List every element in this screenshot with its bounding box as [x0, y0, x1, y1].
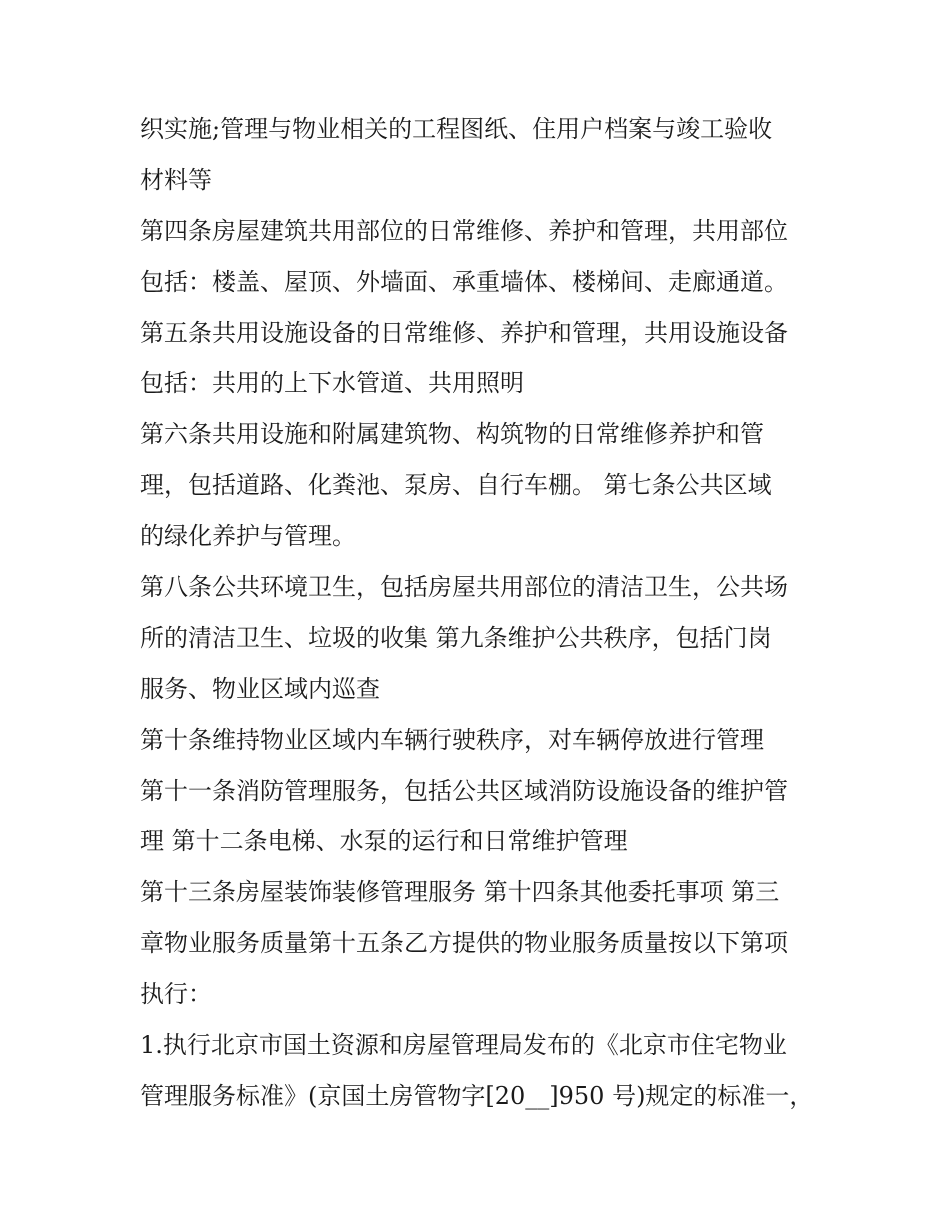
text-line: 第十一条消防管理服务，包括公共区域消防设施设备的维护管: [140, 776, 788, 805]
text-line: 第五条共用设施设备的日常维修、养护和管理，共用设施设备: [140, 318, 788, 347]
text-line: 1.执行北京市国土资源和房屋管理局发布的《北京市住宅物业: [140, 1031, 787, 1060]
text-line: 理 第十二条电梯、水泵的运行和日常维护管理: [140, 827, 628, 856]
text-line: 第六条共用设施和附属建筑物、构筑物的日常维修养护和管: [140, 420, 764, 449]
text-line: 织实施;管理与物业相关的工程图纸、住用户档案与竣工验收: [140, 115, 773, 143]
text-line: 材料等: [140, 165, 212, 194]
text-line: 第八条公共环境卫生，包括房屋共用部位的清洁卫生，公共场: [140, 573, 788, 602]
text-line: 包括：共用的上下水管道、共用照明: [140, 369, 524, 398]
text-line: 章物业服务质量第十五条乙方提供的物业服务质量按以下第项: [140, 929, 788, 958]
text-line: 第十条维持物业区域内车辆行驶秩序，对车辆停放进行管理: [140, 725, 764, 754]
text-line: 第十三条房屋装饰装修管理服务 第十四条其他委托事项 第三: [140, 878, 780, 907]
text-line: 理，包括道路、化粪池、泵房、自行车棚。 第七条公共区域: [140, 471, 772, 500]
text-line: 的绿化养护与管理。: [140, 522, 356, 551]
text-line: 服务、物业区域内巡查: [140, 674, 380, 703]
text-line: 执行：: [140, 980, 212, 1009]
document-body: [140, 104, 830, 1122]
text-line: 管理服务标准》(京国土房管物字[20__]950 号)规定的标准一，: [140, 1081, 814, 1110]
text-line: 第四条房屋建筑共用部位的日常维修、养护和管理，共用部位: [140, 216, 788, 245]
text-line: 包括：楼盖、屋顶、外墙面、承重墙体、楼梯间、走廊通道。: [140, 267, 788, 296]
text-line: 所的清洁卫生、垃圾的收集 第九条维护公共秩序，包括门岗: [140, 623, 772, 652]
